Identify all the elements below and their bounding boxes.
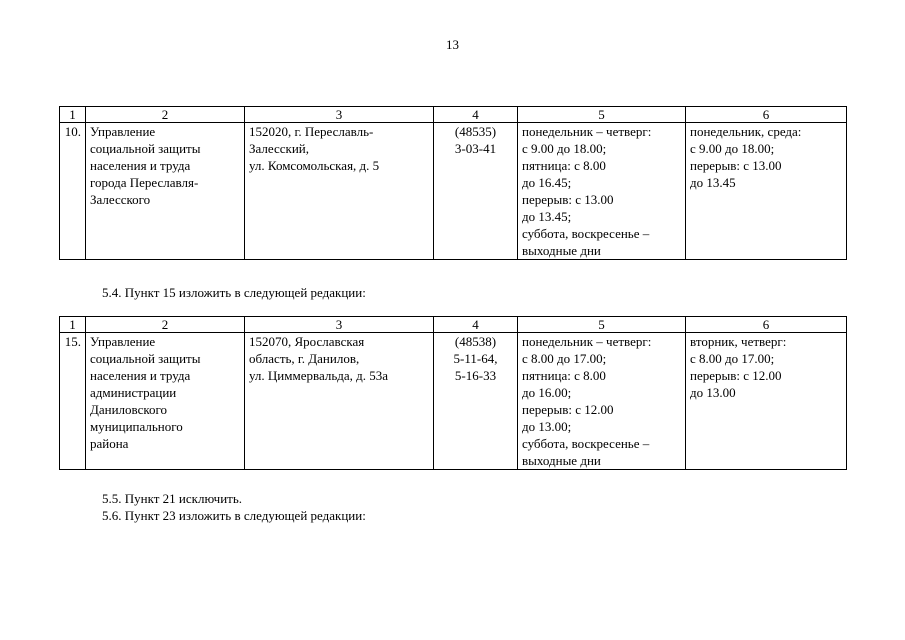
page-number: 13 [446,37,459,52]
table-item-15 [59,316,847,470]
paragraph-5-6: 5.6. Пункт 23 изложить в следующей редакции: [102,508,366,523]
table-header-row [60,317,847,333]
organization-name: Управление социальной защиты населения и труда города Переславля- Залесского [86,123,245,260]
column-header-5: 5 [518,107,686,123]
organization-name: Управление социальной защиты населения и труда администрации Даниловского муниципального района [86,333,245,470]
column-header-6: 6 [686,107,847,123]
reception-hours: понедельник, среда: с 9.00 до 18.00; перерыв: с 13.00 до 13.45 [686,123,847,260]
column-header-4: 4 [434,107,518,123]
column-header-2: 2 [86,107,245,123]
organization-address: 152020, г. Переславль- Залесский, ул. Комсомольская, д. 5 [245,123,434,260]
column-header-2: 2 [86,317,245,333]
table-header-row [60,107,847,123]
table-item-10 [59,106,847,260]
column-header-1: 1 [60,107,86,123]
row-number: 10. [60,123,86,260]
working-hours: понедельник – четверг: с 9.00 до 18.00; пятница: с 8.00 до 16.45; перерыв: с 13.00 до 13.45; суббота, воскресенье – выходные дни [518,123,686,260]
paragraph-5-4: 5.4. Пункт 15 изложить в следующей редакции: [102,285,366,300]
paragraph-5-5: 5.5. Пункт 21 исключить. [102,491,243,506]
column-header-3: 3 [245,107,434,123]
column-header-6: 6 [686,317,847,333]
working-hours: понедельник – четверг: с 8.00 до 17.00; пятница: с 8.00 до 16.00; перерыв: с 12.00 до 13.00; суббота, воскресенье – выходные дни [518,333,686,470]
column-header-1: 1 [60,317,86,333]
organization-address: 152070, Ярославская область, г. Данилов, ул. Циммервальда, д. 53а [245,333,434,470]
column-header-4: 4 [434,317,518,333]
reception-hours: вторник, четверг: с 8.00 до 17.00; перерыв: с 12.00 до 13.00 [686,333,847,470]
phone-number: (48535) 3-03-41 [434,123,518,260]
row-number: 15. [60,333,86,470]
phone-number: (48538) 5-11-64, 5-16-33 [434,333,518,470]
table-row [60,123,847,260]
table-row [60,333,847,470]
column-header-3: 3 [245,317,434,333]
column-header-5: 5 [518,317,686,333]
